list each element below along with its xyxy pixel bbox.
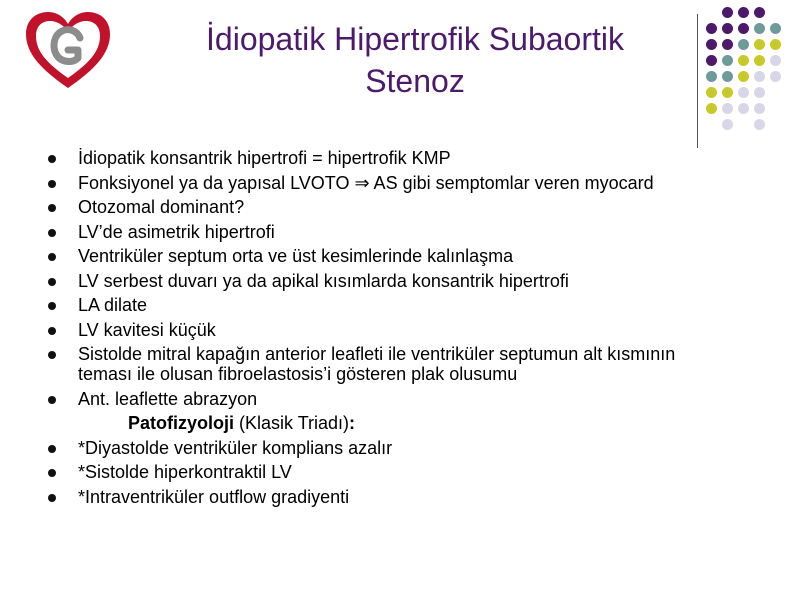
- decorative-dot: [722, 103, 733, 114]
- slide-title-line1: İdiopatik Hipertrofik Subaortik: [206, 21, 624, 57]
- subheading-normal: (Klasik Triadı): [234, 413, 350, 433]
- decorative-dot: [738, 23, 749, 34]
- list-item: [48, 148, 728, 168]
- pathophysiology-heading: [48, 413, 728, 433]
- list-item: [48, 246, 728, 266]
- list-item: [48, 344, 728, 384]
- bullet-icon: [48, 278, 56, 286]
- decorative-dot: [722, 71, 733, 82]
- decorative-dot: [722, 7, 733, 18]
- decorative-dot: [706, 39, 717, 50]
- list-item: [48, 222, 728, 242]
- bullet-list: [48, 148, 728, 511]
- bullet-icon: [48, 396, 56, 404]
- bullet-icon: [48, 351, 56, 359]
- list-item-text: LV’de asimetrik hipertrofi: [78, 221, 275, 242]
- decorative-dot: [754, 71, 765, 82]
- decorative-dot: [722, 23, 733, 34]
- bullet-icon: [48, 155, 56, 163]
- bullet-icon: [48, 469, 56, 477]
- list-item: [48, 320, 728, 340]
- slide-title-line2: Stenoz: [365, 63, 465, 99]
- decorative-dot: [722, 39, 733, 50]
- decorative-dot: [770, 55, 781, 66]
- decorative-dot: [770, 39, 781, 50]
- decorative-dot: [754, 39, 765, 50]
- decorative-dot: [754, 7, 765, 18]
- list-item-text: LV kavitesi küçük: [78, 319, 216, 340]
- decorative-dot: [754, 23, 765, 34]
- decorative-dot: [706, 71, 717, 82]
- decorative-dot: [706, 55, 717, 66]
- bullet-icon: [48, 180, 56, 188]
- decorative-dot: [738, 103, 749, 114]
- bullet-icon: [48, 229, 56, 237]
- decorative-dot: [738, 71, 749, 82]
- list-item: [48, 197, 728, 217]
- bullet-icon: [48, 494, 56, 502]
- list-item-text: LV serbest duvarı ya da apikal kısımlarda konsantrik hipertrofi: [78, 270, 569, 291]
- heart-g-logo-icon: [22, 8, 114, 92]
- decorative-dot: [706, 23, 717, 34]
- list-item-text: Otozomal dominant?: [78, 197, 245, 217]
- decorative-dot: [738, 39, 749, 50]
- bullet-icon: [48, 327, 56, 335]
- list-item: [48, 295, 728, 315]
- decorative-dot: [722, 55, 733, 66]
- list-item-text: Sistolde mitral kapağın anterior leafleti ile ventriküler septumun alt kısmının teması ile olusan fibroelastosis’i gösteren plak olusumu: [78, 344, 676, 384]
- list-item: [48, 462, 728, 482]
- list-item: [48, 173, 728, 193]
- decorative-dot: [770, 23, 781, 34]
- decorative-divider-line: [697, 14, 698, 148]
- list-item-text: LA dilate: [78, 295, 148, 315]
- list-item: [48, 271, 728, 291]
- list-item-text: Ventriküler septum orta ve üst kesimlerinde kalınlaşma: [78, 246, 514, 266]
- bullet-icon: [48, 204, 56, 212]
- list-item: [48, 438, 728, 458]
- decorative-dot: [754, 119, 765, 130]
- list-item-text: *Intraventriküler outflow gradiyenti: [78, 486, 350, 507]
- decorative-dot: [722, 119, 733, 130]
- list-item-text: Fonksiyonel ya da yapısal LVOTO ⇒ AS gibi semptomlar veren myocard: [78, 172, 654, 193]
- list-item-text: *Sistolde hiperkontraktil LV: [78, 462, 292, 482]
- decorative-dot: [738, 55, 749, 66]
- list-item-text: Ant. leaflette abrazyon: [78, 388, 258, 409]
- bullet-icon: [48, 302, 56, 310]
- slide-title: [140, 18, 690, 102]
- list-item: [48, 487, 728, 507]
- decorative-dot: [754, 87, 765, 98]
- decorative-dot: [706, 103, 717, 114]
- subheading-bold: Patofizyoloji: [128, 413, 235, 433]
- decorative-dot: [754, 55, 765, 66]
- decorative-dot: [738, 7, 749, 18]
- decorative-dot: [770, 71, 781, 82]
- list-item-text: *Diyastolde ventriküler komplians azalır: [78, 437, 393, 458]
- bullet-icon: [48, 253, 56, 261]
- subheading-colon: :: [349, 413, 356, 433]
- decorative-dot: [722, 87, 733, 98]
- bullet-icon: [48, 445, 56, 453]
- list-item: [48, 389, 728, 409]
- decorative-dot: [738, 87, 749, 98]
- decorative-dot: [706, 87, 717, 98]
- list-item-text: İdiopatik konsantrik hipertrofi = hipertrofik KMP: [78, 148, 451, 168]
- decorative-dot: [754, 103, 765, 114]
